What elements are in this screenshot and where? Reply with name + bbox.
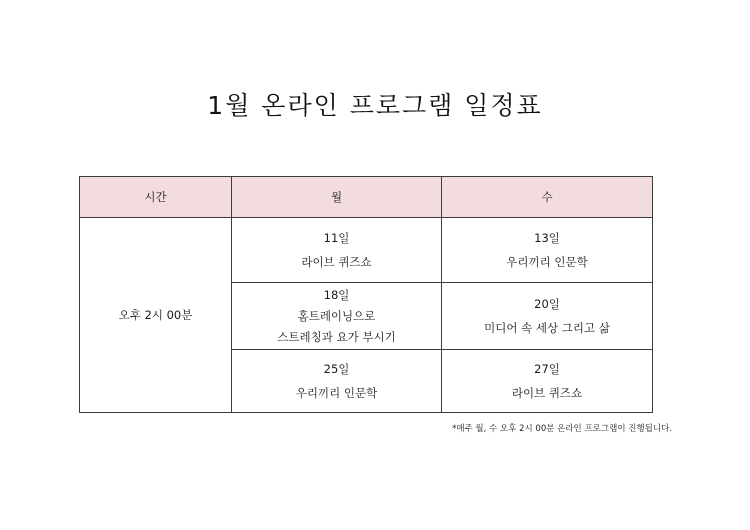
time-slot: 오후 2시 00분	[118, 308, 193, 322]
monday-date: 11일	[323, 231, 350, 245]
monday-date: 25일	[323, 362, 350, 376]
wednesday-program: 미디어 속 세상 그리고 삶	[484, 321, 610, 335]
wednesday-program: 우리끼리 인문학	[506, 255, 588, 269]
monday-program: 우리끼리 인문학	[295, 386, 378, 400]
wednesday-date: 20일	[534, 297, 560, 311]
table-row	[80, 218, 653, 283]
header-wednesday: 수	[442, 177, 653, 218]
wednesday-cell	[442, 283, 653, 350]
monday-date: 18일	[323, 287, 350, 302]
monday-program: 홈트레이닝으로	[297, 308, 376, 323]
time-slot-cell	[80, 218, 232, 413]
wednesday-cell	[442, 350, 653, 413]
page-title: 1월 온라인 프로그램 일정표	[207, 91, 543, 120]
monday-cell	[232, 350, 442, 413]
monday-program: 라이브 퀴즈쇼	[301, 255, 372, 269]
wednesday-date: 13일	[534, 231, 560, 245]
monday-cell	[232, 283, 442, 350]
wednesday-program: 라이브 퀴즈쇼	[511, 386, 583, 400]
schedule-table	[79, 176, 653, 413]
header-monday: 월	[232, 177, 442, 218]
header-time: 시간	[80, 177, 232, 218]
wednesday-cell	[442, 218, 653, 283]
schedule-footnote: *매주 월, 수 오후 2시 00분 온라인 프로그램이 진행됩니다.	[452, 424, 672, 434]
table-header-row	[80, 177, 653, 218]
monday-program-line2: 스트레칭과 요가 부시기	[277, 329, 396, 344]
monday-cell	[232, 218, 442, 283]
wednesday-date: 27일	[534, 362, 560, 376]
